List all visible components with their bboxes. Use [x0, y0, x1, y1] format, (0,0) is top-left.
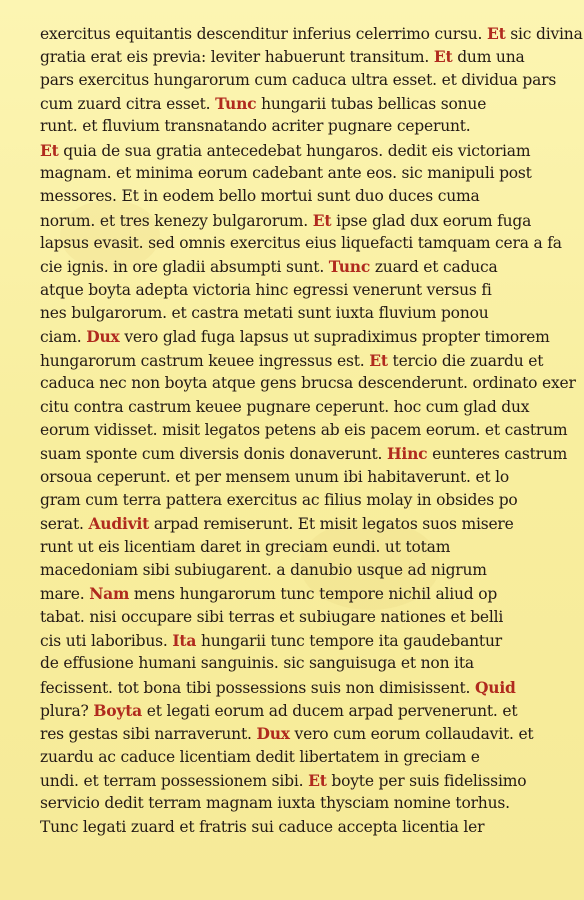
manuscript-line [40, 302, 550, 325]
rubric-initial: Dux [256, 724, 290, 744]
manuscript-line [40, 559, 550, 582]
line-text: hungarorum castrum keuee ingressus est. [40, 351, 370, 370]
line-text: hungarii tunc tempore ita gaudebantur [196, 631, 502, 650]
line-text: tercio die zuardu et [387, 351, 544, 370]
line-text: et legati eorum ad ducem arpad pervenerunt. et [142, 701, 518, 720]
manuscript-line [40, 69, 557, 92]
manuscript-line [40, 185, 550, 208]
manuscript-line [40, 162, 550, 185]
line-text: ciam. [40, 328, 87, 347]
manuscript-text-block [40, 22, 583, 839]
line-text: zuard et caduca [370, 258, 498, 277]
line-text: servicio dedit terram magnam iuxta thysciam nomine torhus. [40, 794, 510, 813]
manuscript-line [40, 746, 550, 769]
rubric-initial: Hinc [386, 444, 428, 464]
manuscript-line [40, 372, 576, 395]
rubric-initial: Dux [86, 327, 120, 347]
line-text: cis uti laboribus. [40, 631, 173, 650]
line-text: tabat. nisi occupare sibi terras et subiugare nationes et belli [40, 607, 504, 626]
line-text: runt. et fluvium transnatando acriter pugnare ceperunt. [40, 117, 471, 136]
rubric-initial: Quid [475, 677, 516, 697]
line-text: plura? [40, 701, 94, 720]
rubric-initial: Boyta [93, 700, 143, 720]
line-text: boyte per suis fidelissimo [326, 772, 527, 790]
manuscript-line [40, 582, 550, 605]
manuscript-line [40, 606, 550, 629]
manuscript-line [40, 676, 550, 699]
rubric-initial: Audivit [88, 514, 150, 534]
manuscript-line [40, 769, 550, 792]
manuscript-line [40, 442, 568, 465]
manuscript-line [40, 512, 550, 535]
line-text: pars exercitus hungarorum cum caduca ultra esset. et dividua pars [40, 70, 557, 89]
manuscript-line [40, 652, 550, 675]
line-text: norum. et tres kenezy bulgarorum. [40, 211, 313, 230]
manuscript-line [40, 139, 550, 162]
manuscript-line [40, 115, 550, 138]
line-text: messores. Et in eodem bello mortui sunt duo duces cuma [40, 187, 480, 206]
manuscript-line [40, 255, 550, 278]
line-text: suam sponte cum diversis donis donaverunt. [40, 445, 387, 464]
line-text: exercitus equitantis descenditur inferius celerrimo cursu. [40, 25, 487, 43]
line-text: zuardu ac caduce licentiam dedit libertatem in greciam e [40, 747, 480, 766]
manuscript-line [40, 325, 550, 348]
manuscript-line [40, 396, 550, 419]
manuscript-line [40, 349, 550, 372]
line-text: orsoua ceperunt. et per mensem unum ibi habitaverunt. et lo [40, 467, 510, 486]
manuscript-line [40, 466, 550, 489]
rubric-initial: Et [312, 210, 332, 230]
line-text: dum una [452, 48, 525, 67]
manuscript-line [40, 45, 550, 68]
manuscript-line [40, 489, 550, 512]
line-text: arpad remiserunt. Et misit legatos suos misere [149, 515, 514, 534]
manuscript-line [40, 699, 550, 722]
line-text: serat. [40, 515, 89, 534]
line-text: undi. et terram possessionem sibi. [40, 772, 309, 790]
rubric-initial: Et [486, 24, 506, 43]
manuscript-line [40, 792, 550, 815]
line-text: atque boyta adepta victoria hinc egressi venerunt versus fi [40, 280, 492, 299]
line-text: lapsus evasit. sed omnis exercitus eius liquefacti tamquam cera a fa [40, 234, 562, 253]
line-text: Tunc legati zuard et fratris sui caduce accepta licentia ler [40, 817, 485, 836]
line-text: de effusione humani sanguinis. sic sanguisuga et non ita [40, 654, 474, 673]
line-text: gram cum terra pattera exercitus ac filius molay in obsides po [40, 490, 518, 509]
rubric-initial: Nam [89, 584, 130, 604]
line-text: gratia erat eis previa: leviter habuerunt transitum. [40, 48, 434, 67]
line-text: cum zuard citra esset. [40, 95, 216, 114]
line-text: runt ut eis licentiam daret in greciam eundi. ut totam [40, 537, 451, 556]
manuscript-line [40, 629, 550, 652]
line-text: vero cum eorum collaudavit. et [289, 725, 534, 744]
manuscript-line [40, 279, 550, 302]
manuscript-line [40, 22, 583, 45]
manuscript-line [40, 419, 568, 442]
manuscript-line [40, 536, 550, 559]
line-text: eunteres castrum [427, 445, 568, 464]
rubric-initial: Tunc [215, 94, 257, 114]
line-text: nes bulgarorum. et castra metati sunt iuxta fluvium ponou [40, 304, 489, 323]
line-text: citu contra castrum keuee pugnare ceperunt. hoc cum glad dux [40, 397, 530, 416]
rubric-initial: Et [40, 140, 59, 160]
manuscript-line [40, 816, 550, 839]
line-text: cie ignis. in ore gladii absumpti sunt. [40, 258, 329, 277]
line-text: ipse glad dux eorum fuga [331, 211, 532, 230]
rubric-initial: Et [433, 47, 453, 67]
line-text: macedoniam sibi subiugarent. a danubio usque ad nigrum [40, 560, 487, 579]
line-text: sic divina [505, 25, 583, 43]
manuscript-line [40, 232, 562, 255]
line-text: caduca nec non boyta atque gens brucsa descenderunt. ordinato exer [40, 374, 576, 393]
line-text: hungarii tubas bellicas sonue [256, 95, 487, 114]
line-text: res gestas sibi narraverunt. [40, 725, 257, 744]
line-text: mare. [40, 585, 90, 604]
manuscript-line [40, 722, 550, 745]
rubric-initial: Ita [172, 630, 197, 650]
manuscript-line [40, 92, 550, 115]
line-text: magnam. et minima eorum cadebant ante eos. sic manipuli post [40, 164, 532, 183]
line-text: mens hungarorum tunc tempore nichil aliud op [129, 585, 498, 604]
rubric-initial: Et [369, 350, 388, 370]
line-text: vero glad fuga lapsus ut supradiximus propter timorem [119, 328, 550, 347]
line-text: eorum vidisset. misit legatos petens ab eis pacem eorum. et castrum [40, 420, 568, 439]
manuscript-line [40, 209, 550, 232]
line-text: fecissent. tot bona tibi possessions suis non dimisissent. [40, 678, 475, 697]
line-text: quia de sua gratia antecedebat hungaros. dedit eis victoriam [58, 141, 531, 160]
rubric-initial: Tunc [328, 257, 371, 277]
rubric-initial: Et [308, 771, 327, 790]
